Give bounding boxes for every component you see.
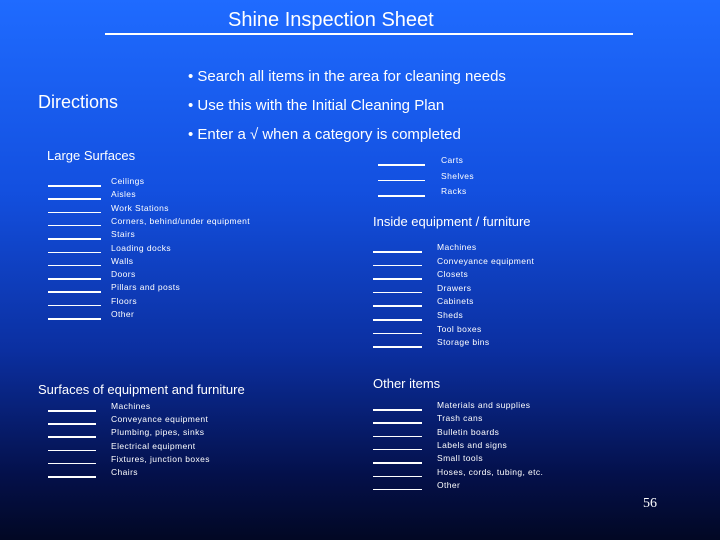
checklist-item-label: Materials and supplies [437,400,531,410]
page-number: 56 [643,496,657,511]
checklist-item-label: Pillars and posts [111,282,181,293]
checkbox-blank-line[interactable] [373,409,422,411]
checkbox-blank-line[interactable] [48,198,101,200]
checklist-item-label: Hoses, cords, tubing, etc. [437,466,544,477]
checkbox-blank-line[interactable] [48,252,101,254]
checkbox-blank-line[interactable] [373,319,422,321]
checkbox-blank-line[interactable] [373,449,422,451]
checklist-item-label: Ceilings [111,176,145,186]
checklist-item-label: Sheds [437,310,464,320]
checklist-item-label: Stairs [111,229,136,240]
checkbox-blank-line[interactable] [48,423,96,425]
checklist-item-label: Tool boxes [437,323,482,334]
checkbox-blank-line[interactable] [373,292,422,294]
checklist-item-label: Work Stations [111,202,169,213]
checkbox-blank-line[interactable] [48,476,96,478]
checkbox-blank-line[interactable] [48,238,101,240]
checklist-item-label: Carts [441,155,464,165]
checklist-item-label: Machines [111,401,151,411]
checkbox-blank-line[interactable] [48,463,96,465]
checklist-item-label: Other [437,479,461,490]
title-bar [105,6,633,35]
checklist-item-label: Conveyance equipment [437,255,535,266]
checkbox-blank-line[interactable] [48,436,96,438]
checkbox-blank-line[interactable] [48,278,101,280]
checkbox-blank-line[interactable] [48,265,101,267]
checkbox-blank-line[interactable] [378,180,425,182]
checkbox-blank-line[interactable] [373,476,422,478]
checkbox-blank-line[interactable] [378,164,425,166]
checkbox-blank-line[interactable] [48,410,96,412]
checkbox-blank-line[interactable] [373,278,422,280]
checkbox-blank-line[interactable] [48,212,101,214]
checklist-item-label: Aisles [111,189,137,200]
bullet-search: • Search all items in the area for cleaning needs [188,68,506,85]
checkbox-blank-line[interactable] [373,333,422,335]
checklist-item-label: Walls [111,255,134,266]
checklist-item-label: Other [111,309,135,319]
page-title: Shine Inspection Sheet [228,9,434,31]
checklist-item-label: Cabinets [437,296,474,307]
checklist-item-label: Electrical equipment [111,440,196,451]
checklist-item-label: Plumbing, pipes, sinks [111,427,205,438]
checklist-item-label: Labels and signs [437,439,508,450]
checklist-item-label: Shelves [441,170,475,181]
checklist-item-label: Small tools [437,453,483,464]
checkbox-blank-line[interactable] [48,305,101,307]
checkbox-blank-line[interactable] [48,450,96,452]
checklist-item-label: Closets [437,269,469,280]
bullet-enter-check: • Enter a √ when a category is completed [188,126,461,143]
checklist-item-label: Floors [111,295,138,306]
checkbox-blank-line[interactable] [373,489,422,491]
checkbox-blank-line[interactable] [373,462,422,464]
checklist-item-label: Chairs [111,467,138,477]
bullet-use-plan: • Use this with the Initial Cleaning Plan [188,97,445,114]
checkbox-blank-line[interactable] [373,422,422,424]
large-surfaces-heading: Large Surfaces [47,148,136,163]
checklist-item-label: Conveyance equipment [111,414,209,425]
surfaces-equipment-heading: Surfaces of equipment and furniture [38,382,245,397]
other-items-heading: Other items [373,376,441,391]
checkbox-blank-line[interactable] [373,251,422,253]
checkbox-blank-line[interactable] [48,318,101,320]
checklist-item-label: Fixtures, junction boxes [111,453,210,464]
inside-equipment-heading: Inside equipment / furniture [373,214,531,229]
directions-label: Directions [38,92,119,112]
checkbox-blank-line[interactable] [378,195,425,197]
checklist-item-label: Storage bins [437,337,490,348]
checklist-item-label: Drawers [437,282,472,293]
checklist-item-label: Machines [437,242,477,252]
checklist-item-label: Doors [111,269,136,280]
checkbox-blank-line[interactable] [373,265,422,267]
checkbox-blank-line[interactable] [373,436,422,438]
checklist-item-label: Corners, behind/under equipment [111,215,251,226]
checkbox-blank-line[interactable] [373,346,422,348]
checkbox-blank-line[interactable] [373,305,422,307]
checkbox-blank-line[interactable] [48,225,101,227]
checklist-item-label: Bulletin boards [437,426,500,437]
checklist-item-label: Racks [441,186,467,196]
checklist-item-label: Trash cans [437,413,483,424]
checklist-item-label: Loading docks [111,242,172,253]
checkbox-blank-line[interactable] [48,291,101,293]
checkbox-blank-line[interactable] [48,185,101,187]
